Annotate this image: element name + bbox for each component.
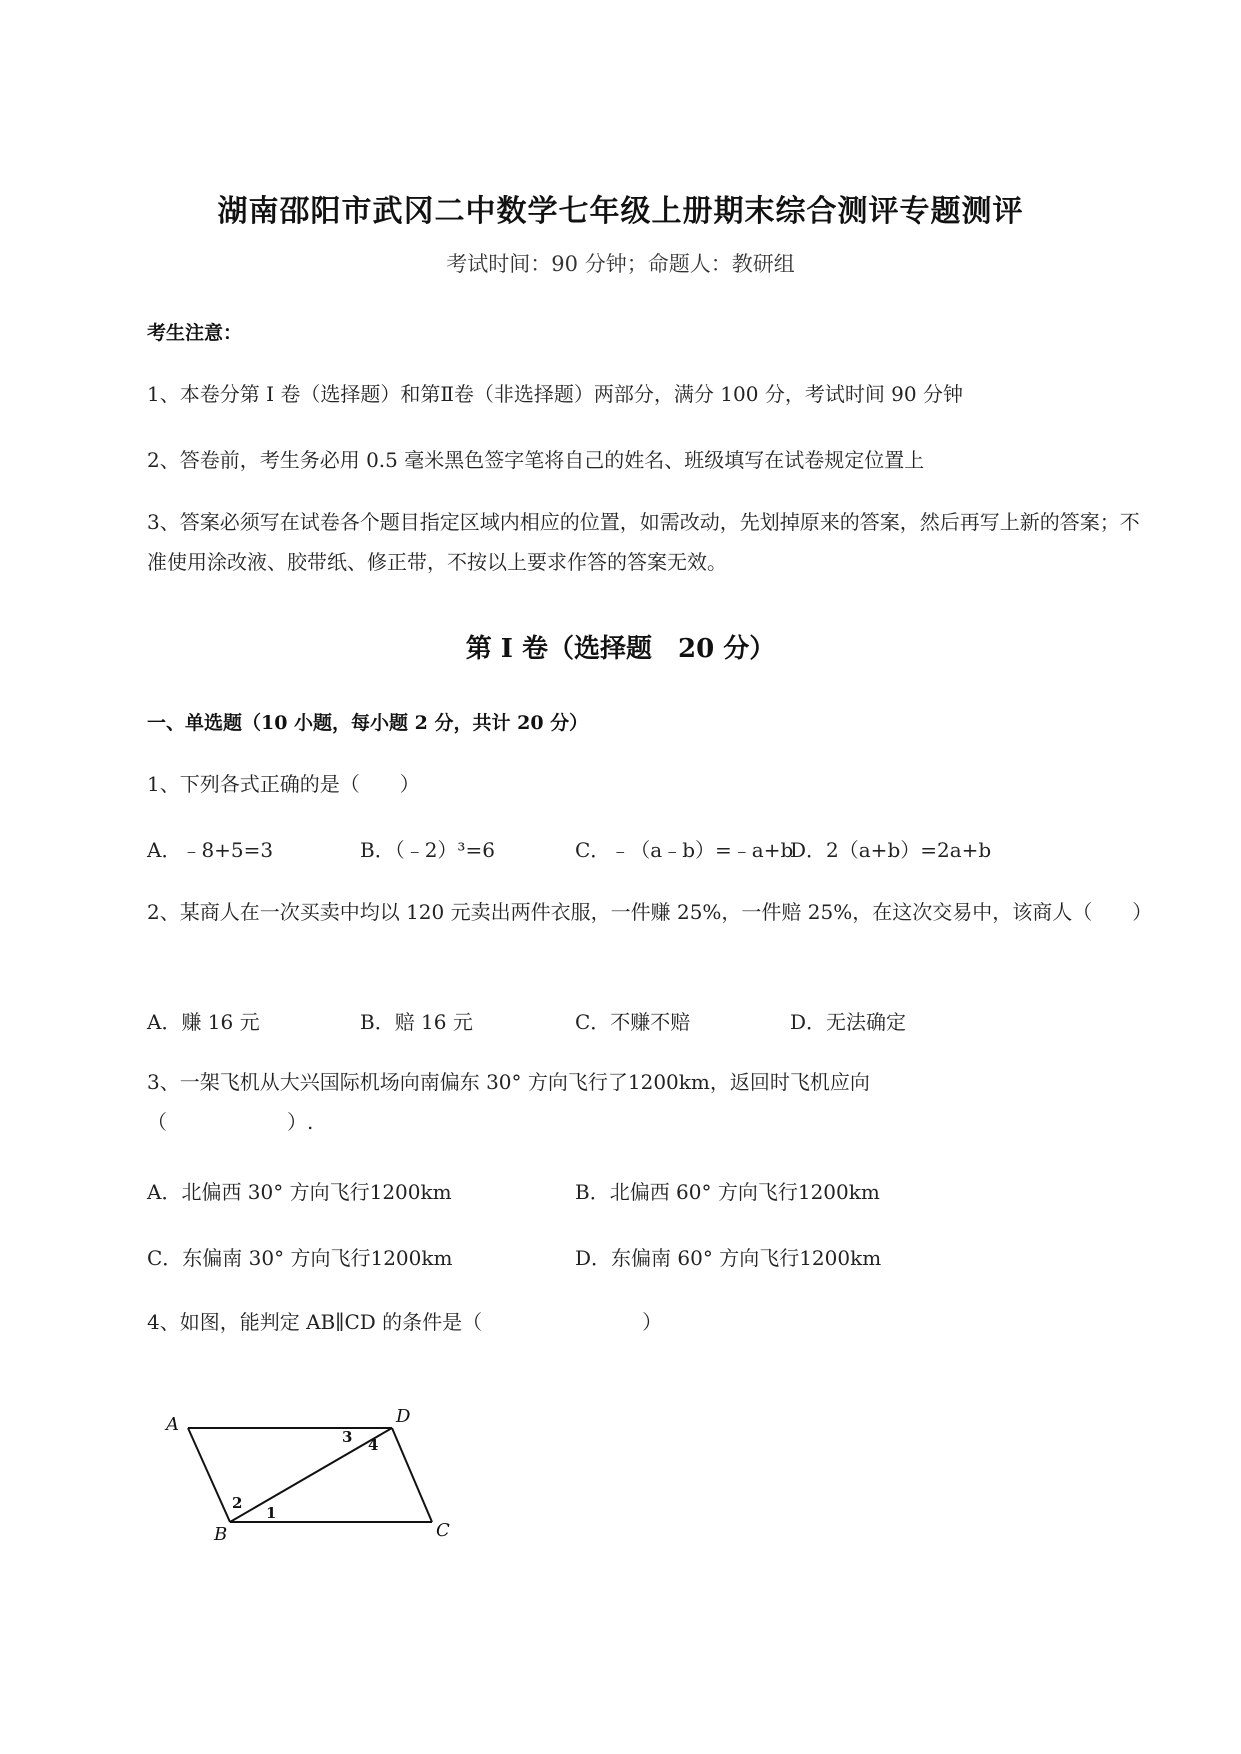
question-1-option-b: B．（﹣2）³=6: [360, 838, 495, 862]
notice-heading: 考生注意：: [147, 322, 243, 344]
label-c: C: [436, 1520, 450, 1540]
notice-item-1: 1、本卷分第 I 卷（选择题）和第Ⅱ卷（非选择题）两部分，满分 100 分，考试时间 90 分钟: [147, 382, 963, 406]
angle-label-1: 1: [266, 1504, 277, 1522]
question-2-stem: 2、某商人在一次买卖中均以 120 元卖出两件衣服，一件赚 25%，一件赔 25%，在这次交易中，该商人（ ）: [147, 900, 1153, 924]
question-3-option-d: D．东偏南 60° 方向飞行1200km: [575, 1246, 882, 1270]
question-3-option-b: B．北偏西 60° 方向飞行1200km: [575, 1180, 880, 1204]
angle-label-3: 3: [342, 1428, 353, 1446]
notice-item-2: 2、答卷前，考生务必用 0.5 毫米黑色签字笔将自己的姓名、班级填写在试卷规定位置上: [147, 448, 925, 472]
segment-ab: [188, 1428, 230, 1522]
section-title: 第 I 卷（选择题 20 分）: [465, 634, 776, 664]
question-2-option-c: C．不赚不赔: [575, 1010, 691, 1034]
question-2-option-d: D．无法确定: [790, 1010, 907, 1034]
question-1-option-d: D．2（a+b）=2a+b: [790, 838, 992, 862]
exam-info: 考试时间：90 分钟；命题人：教研组: [446, 252, 795, 276]
question-2-option-a: A．赚 16 元: [147, 1010, 260, 1034]
parallelogram-figure: [160, 1390, 460, 1540]
angle-label-2: 2: [232, 1494, 243, 1512]
question-2-option-b: B．赔 16 元: [360, 1010, 473, 1034]
question-3-option-c: C．东偏南 30° 方向飞行1200km: [147, 1246, 453, 1270]
question-1-stem: 1、下列各式正确的是（ ）: [147, 772, 420, 796]
label-b: B: [214, 1524, 228, 1540]
label-a: A: [166, 1414, 179, 1435]
question-3-stem: 3、一架飞机从大兴国际机场向南偏东 30° 方向飞行了1200km，返回时飞机应向（ ）.: [147, 1070, 870, 1134]
segment-dc: [392, 1428, 432, 1522]
question-3-option-a: A．北偏西 30° 方向飞行1200km: [147, 1180, 452, 1204]
section-subtitle: 一、单选题（10 小题，每小题 2 分，共计 20 分）: [147, 712, 589, 734]
question-1-option-a: A．﹣8+5=3: [147, 838, 274, 862]
question-4-stem: 4、如图，能判定 AB∥CD 的条件是（ ）: [147, 1310, 663, 1334]
page-title: 湖南邵阳市武冈二中数学七年级上册期末综合测评专题测评: [217, 194, 1024, 229]
angle-label-4: 4: [368, 1436, 379, 1454]
notice-item-3: 3、答案必须写在试卷各个题目指定区域内相应的位置，如需改动，先划掉原来的答案，然后再写上新的答案；不准使用涂改液、胶带纸、修正带，不按以上要求作答的答案无效。: [147, 510, 1140, 574]
label-d: D: [396, 1406, 411, 1427]
question-1-option-c: C．﹣（a﹣b）=﹣a+b: [575, 838, 794, 862]
